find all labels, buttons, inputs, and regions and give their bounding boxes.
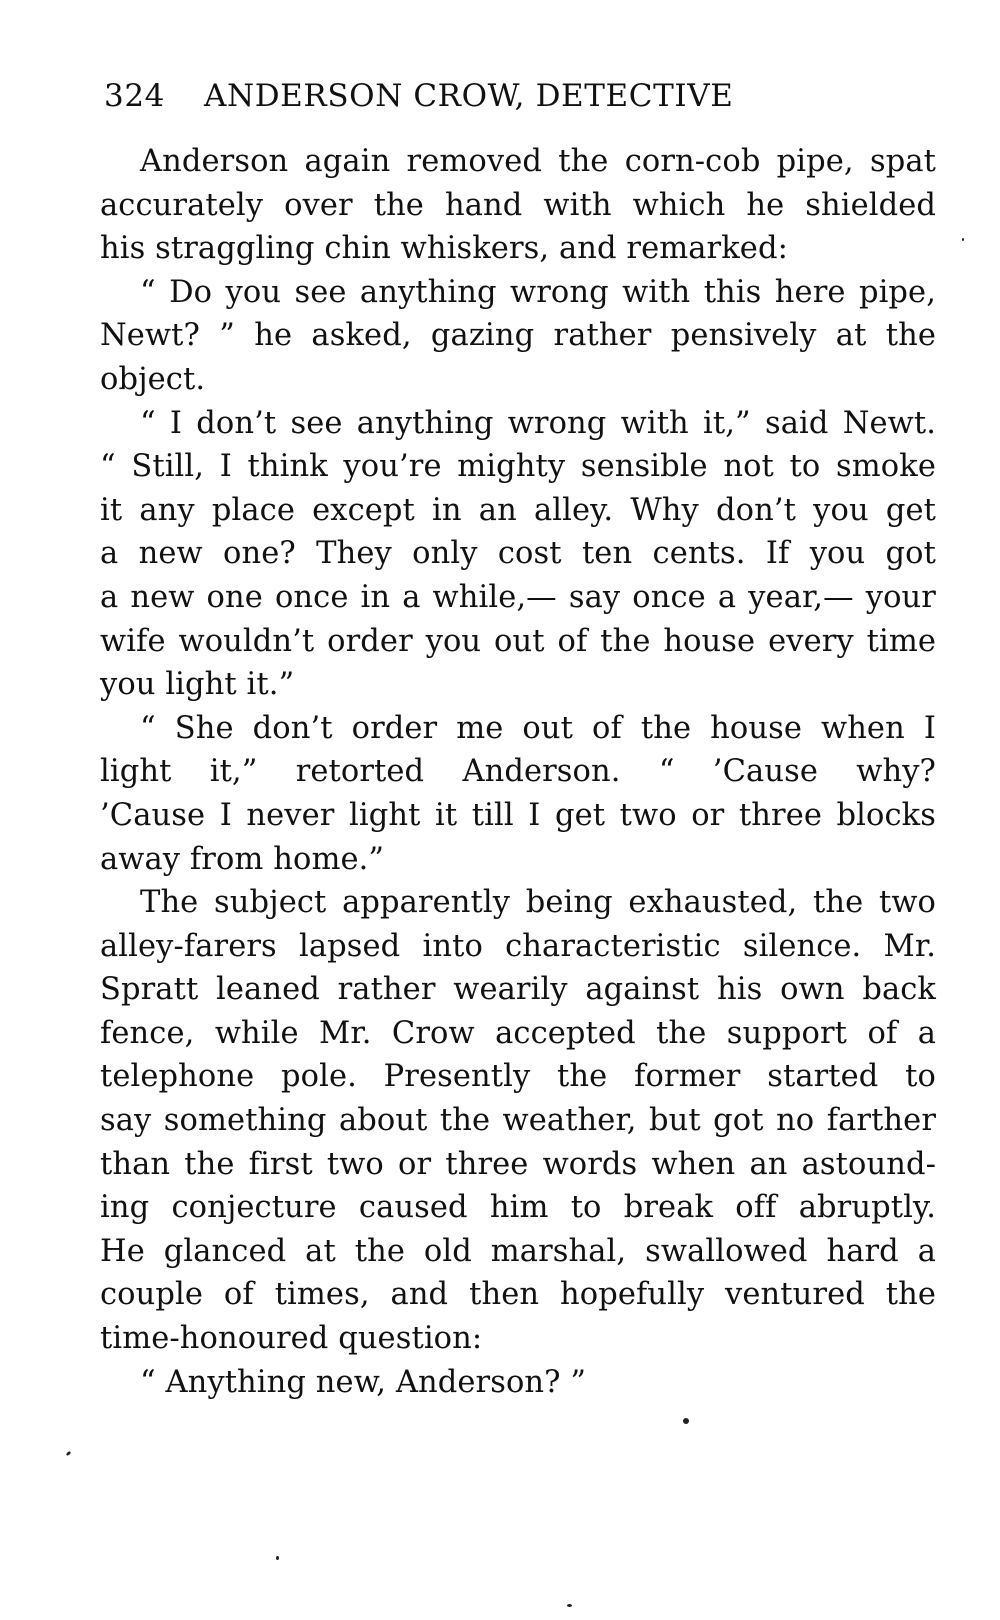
text-line: “ I don’t see anything wrong with it,” said Newt.: [140, 405, 936, 441]
text-line: object.: [100, 361, 206, 397]
body-text: [100, 140, 936, 1404]
text-line: time-honoured question:: [100, 1321, 483, 1357]
text-line: you light it.”: [100, 667, 295, 703]
text-line: than the first two or three words when an astound-: [100, 1146, 936, 1182]
text-line: ’Cause I never light it till I get two or three blocks: [100, 797, 936, 833]
text-line: He glanced at the old marshal, swallowed hard a: [100, 1233, 936, 1269]
text-line: it any place except in an alley. Why don’t you get: [100, 492, 936, 528]
speck: [962, 238, 964, 241]
text-line: away from home.”: [100, 841, 385, 877]
text-line: The subject apparently being exhausted, the two: [140, 885, 936, 921]
speck: [276, 1556, 279, 1560]
text-line: a new one? They only cost ten cents. If you got: [100, 536, 936, 572]
running-header: [104, 76, 844, 116]
speck: [66, 1451, 72, 1457]
text-line: wife wouldn’t order you out of the house every time: [100, 623, 936, 659]
text-line: a new one once in a while,— say once a year,— your: [100, 579, 936, 615]
page-number: 324: [104, 78, 165, 114]
text-line: Anderson again removed the corn-cob pipe, spat: [140, 144, 936, 179]
text-line: his straggling chin whiskers, and remarked:: [100, 231, 788, 267]
text-line: “ She don’t order me out of the house when I: [140, 710, 936, 746]
text-line: ing conjecture caused him to break off abruptly.: [100, 1190, 936, 1226]
text-line: alley-farers lapsed into characteristic silence. Mr.: [100, 928, 936, 964]
text-line: “ Anything new, Anderson? ”: [140, 1364, 587, 1400]
text-line: fence, while Mr. Crow accepted the support of a: [100, 1015, 936, 1051]
text-line: telephone pole. Presently the former started to: [100, 1059, 936, 1095]
text-line: light it,” retorted Anderson. “ ’Cause why?: [100, 754, 936, 790]
text-line: “ Still, I think you’re mighty sensible not to smoke: [100, 449, 936, 485]
text-line: Spratt leaned rather wearily against his own back: [100, 972, 936, 1008]
speck: [683, 1418, 689, 1424]
text-line: “ Do you see anything wrong with this here pipe,: [140, 274, 936, 310]
text-line: accurately over the hand with which he shielded: [100, 187, 936, 223]
text-line: say something about the weather, but got no farther: [100, 1103, 936, 1139]
text-line: couple of times, and then hopefully ventured the: [100, 1277, 936, 1313]
speck: [567, 1604, 572, 1607]
running-title: ANDERSON CROW, DETECTIVE: [204, 78, 734, 114]
text-line: Newt? ” he asked, gazing rather pensively at the: [100, 318, 936, 354]
